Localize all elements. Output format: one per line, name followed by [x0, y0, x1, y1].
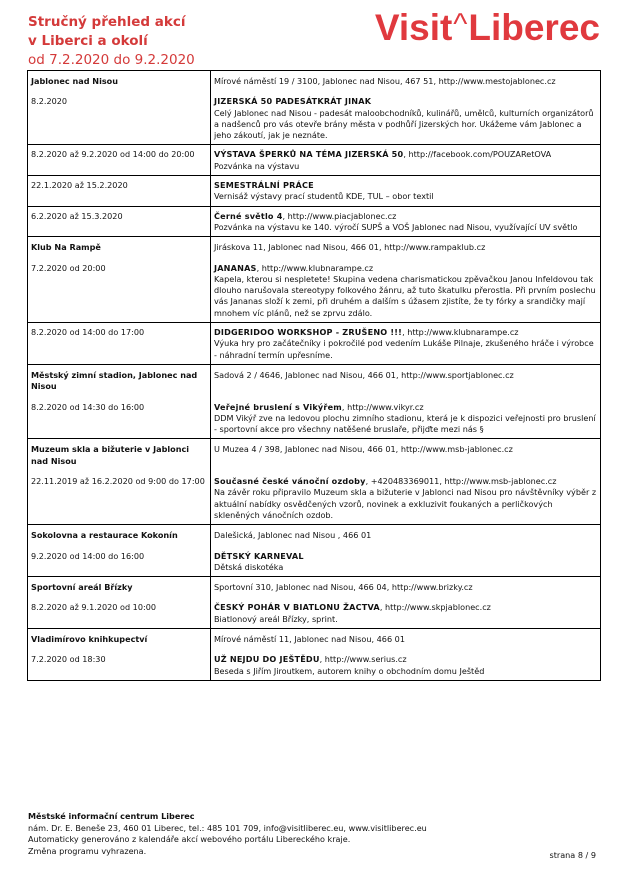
event-title: Současné české vánoční ozdoby	[214, 476, 366, 487]
location-row	[28, 628, 601, 645]
event-date-cell	[28, 87, 211, 145]
event-date-wrap	[31, 467, 207, 490]
event-title: DĚTSKÝ KARNEVAL	[214, 550, 304, 561]
event-date: 8.2.2020 až 9.1.2020 od 10:00	[31, 602, 156, 613]
event-contact: , http://www.skpjablonec.cz	[379, 602, 491, 613]
event-detail-cell	[211, 206, 601, 237]
events-table	[27, 70, 601, 681]
footer-change-note: Změna programu vyhrazena.	[28, 845, 147, 856]
location-address: Sadová 2 / 4646, Jablonec nad Nisou, 466 01, http://www.sportjablonec.cz	[214, 369, 514, 380]
location-name-cell	[28, 439, 211, 467]
location-address-cell	[211, 628, 601, 645]
event-title: DIDGERIDOO WORKSHOP - ZRUŠENO !!!	[214, 327, 403, 338]
event-title: UŽ NEJDU DO JEŠTĚDU	[214, 654, 320, 665]
event-date-wrap	[31, 254, 207, 277]
event-description: Beseda s Jiřím Jiroutkem, autorem knihy o obchodním domu Ještěd	[214, 665, 485, 676]
event-description: Celý Jablonec nad Nisou - padesát maloobchodníků, kulinářů, umělců, kulturních organizátorů a nadšenců pro vás otevře brány města v podhůří Jizerských hor. Ukážeme vám Jablonec a jeho zákoutí, jak je neznáte.	[214, 107, 594, 141]
event-date-cell	[28, 467, 211, 525]
event-row	[28, 323, 601, 365]
footer	[28, 811, 427, 857]
event-date-wrap	[31, 176, 207, 194]
event-contact: , +420483369011, http://www.msb-jablonec.cz	[365, 476, 557, 487]
location-name: Klub Na Rampě	[31, 242, 101, 253]
event-detail-wrap	[214, 145, 597, 175]
location-address: Mírové náměstí 19 / 3100, Jablonec nad Nisou, 467 51, http://www.mestojablonec.cz	[214, 76, 556, 86]
event-row	[28, 145, 601, 176]
location-address: U Muzea 4 / 398, Jablonec nad Nisou, 466 01, http://www.msb-jablonec.cz	[214, 444, 513, 455]
event-detail-cell	[211, 323, 601, 365]
event-title: ČESKÝ POHÁR V BIATLONU ŽACTVA	[214, 602, 380, 613]
location-row	[28, 525, 601, 542]
location-name-cell	[28, 628, 211, 645]
event-detail-cell	[211, 645, 601, 680]
event-detail-wrap	[214, 542, 597, 577]
event-description: Dětská diskotéka	[214, 561, 284, 572]
location-row	[28, 577, 601, 594]
event-detail-cell	[211, 393, 601, 439]
event-description: Pozvánka na výstavu	[214, 160, 300, 171]
event-date: 8.2.2020 od 14:00 do 17:00	[31, 327, 145, 338]
location-address: Jiráskova 11, Jablonec nad Nisou, 466 01, http://www.rampaklub.cz	[214, 242, 486, 253]
event-description: DDM Vikýř zve na ledovou plochu zimního stadionu, která je k dispozici veřejnosti pro bruslení - sportovní akce pro všechny natěšené bruslaře, přijďte mezi nás §	[214, 412, 596, 435]
event-detail-wrap	[214, 467, 597, 524]
event-date-wrap	[31, 593, 207, 616]
event-title: VÝSTAVA ŠPERKŮ NA TÉMA JIZERSKÁ 50	[214, 149, 404, 160]
event-date-cell	[28, 254, 211, 323]
event-date-cell	[28, 393, 211, 439]
event-date-cell	[28, 145, 211, 176]
logo-text-liberec: Liberec	[468, 7, 600, 48]
event-contact: , http://facebook.com/POUZARetOVA	[403, 149, 552, 160]
location-name-cell	[28, 71, 211, 88]
location-name-cell	[28, 525, 211, 542]
event-date: 6.2.2020 až 15.3.2020	[31, 210, 123, 221]
event-description: Kapela, kterou si nespletete! Skupina vedena charismatickou zpěvačkou Janou Infeldovou tak dlouho narušovala stereotypy folkového žánru, až tuto škatulku přerostla. Při prvním poslechu vás Jananas složí k zemi, při druhém a dalším s úžasem zjistíte, že ty fórky a srandičky mají mnohem víc plánů, než se zprvu zdálo.	[214, 273, 596, 318]
logo-text-visit: Visit	[374, 7, 453, 48]
event-contact: , http://www.piacjablonec.cz	[282, 210, 397, 221]
event-contact: , http://www.vikyr.cz	[341, 401, 424, 412]
event-date-cell	[28, 206, 211, 237]
event-description: Na závěr roku připravilo Muzeum skla a bižuterie v Jablonci nad Nisou pro návštěvníky výběr z aktuální nabídky osvědčených vzorů, novinek a exkluzivit foukaných a perličkových skleněných vánočních ozdob.	[214, 487, 597, 520]
logo-caret-icon: ^	[453, 8, 468, 41]
location-address-cell	[211, 71, 601, 88]
event-detail-cell	[211, 145, 601, 176]
event-title: SEMESTRÁLNÍ PRÁCE	[214, 180, 314, 191]
location-name: Vladimírovo knihkupectví	[31, 633, 148, 644]
event-date-cell	[28, 645, 211, 680]
location-name-cell	[28, 577, 211, 594]
event-description: Biatlonový areál Břízky, sprint.	[214, 613, 338, 624]
event-contact: , http://www.klubnarampe.cz	[402, 327, 519, 338]
event-date: 22.1.2020 až 15.2.2020	[31, 180, 128, 191]
event-detail-wrap	[214, 254, 597, 322]
event-date: 8.2.2020 až 9.2.2020 od 14:00 do 20:00	[31, 149, 195, 160]
event-detail-wrap	[214, 176, 597, 206]
event-title: JANANAS	[214, 262, 257, 273]
event-detail-cell	[211, 87, 601, 145]
location-address-cell	[211, 577, 601, 594]
location-name-cell	[28, 237, 211, 254]
event-date-wrap	[31, 645, 207, 668]
event-contact: , http://www.serius.cz	[319, 654, 407, 665]
location-name-cell	[28, 364, 211, 392]
event-row	[28, 254, 601, 323]
event-detail-cell	[211, 176, 601, 207]
title-line-1: Stručný přehled akcí	[28, 14, 186, 30]
event-date: 22.11.2019 až 16.2.2020 od 9:00 do 17:00	[31, 476, 205, 487]
event-date: 7.2.2020 od 18:30	[31, 654, 106, 665]
event-description: Výuka hry pro začátečníky i pokročilé pod vedením Lukáše Pilnaje, zkušeného hráče i výrobce - náhradní termín upřesníme.	[214, 338, 594, 360]
event-date-cell	[28, 542, 211, 577]
event-detail-cell	[211, 467, 601, 525]
event-detail-wrap	[214, 323, 597, 364]
location-row	[28, 71, 601, 88]
event-detail-cell	[211, 542, 601, 577]
location-name: Sokolovna a restaurace Kokonín	[31, 530, 178, 541]
event-row	[28, 542, 601, 577]
location-name: Sportovní areál Břízky	[31, 582, 133, 593]
event-title: Černé světlo 4	[214, 210, 283, 221]
location-address: Mírové náměstí 11, Jablonec nad Nisou, 466 01	[214, 633, 405, 644]
location-name: Městský zimní stadion, Jablonec nad Nisou	[31, 369, 198, 392]
event-date-cell	[28, 176, 211, 207]
event-date-wrap	[31, 323, 207, 341]
event-detail-wrap	[214, 645, 597, 680]
event-detail-wrap	[214, 593, 597, 628]
event-row	[28, 645, 601, 680]
page-number: strana 8 / 9	[549, 850, 596, 860]
event-date-wrap	[31, 207, 207, 225]
event-date: 7.2.2020 od 20:00	[31, 262, 106, 273]
event-detail-wrap	[214, 393, 597, 439]
location-name: Jablonec nad Nisou	[31, 76, 118, 86]
location-address: Sportovní 310, Jablonec nad Nisou, 466 04, http://www.brizky.cz	[214, 582, 473, 593]
event-detail-wrap	[214, 87, 597, 144]
event-detail-wrap	[214, 207, 597, 237]
footer-address: nám. Dr. E. Beneše 23, 460 01 Liberec, tel.: 485 101 709, info@visitliberec.eu, www.visitliberec.eu	[28, 822, 427, 833]
event-date-cell	[28, 323, 211, 365]
event-date-wrap	[31, 145, 207, 163]
event-date: 8.2.2020	[31, 96, 68, 107]
location-address-cell	[211, 364, 601, 392]
event-row	[28, 206, 601, 237]
event-date-wrap	[31, 542, 207, 565]
location-name: Muzeum skla a bižuterie v Jablonci nad Nisou	[31, 444, 190, 466]
date-range: od 7.2.2020 do 9.2.2020	[28, 52, 195, 68]
title-line-2: v Liberci a okolí	[28, 33, 148, 49]
event-description: Pozvánka na výstavu ke 140. výročí SUPŠ a VOŠ Jablonec nad Nisou, využívající UV světlo	[214, 221, 578, 232]
location-row	[28, 237, 601, 254]
location-row	[28, 439, 601, 467]
report-title	[28, 13, 195, 70]
event-detail-cell	[211, 254, 601, 323]
event-row	[28, 593, 601, 628]
location-address-cell	[211, 439, 601, 467]
event-date-wrap	[31, 87, 207, 110]
event-date: 9.2.2020 od 14:00 do 16:00	[31, 550, 145, 561]
event-row	[28, 87, 601, 145]
location-address-cell	[211, 525, 601, 542]
event-date-wrap	[31, 393, 207, 416]
event-contact: , http://www.klubnarampe.cz	[256, 262, 374, 273]
event-title: JIZERSKÁ 50 PADESÁTKRÁT JINAK	[214, 96, 372, 107]
location-address: Dalešická, Jablonec nad Nisou , 466 01	[214, 530, 372, 541]
visit-liberec-logo	[375, 6, 600, 53]
event-date: 8.2.2020 od 14:30 do 16:00	[31, 401, 145, 412]
location-row	[28, 364, 601, 392]
event-row	[28, 467, 601, 525]
event-row	[28, 176, 601, 207]
footer-auto-note: Automaticky generováno z kalendáře akcí webového portálu Libereckého kraje.	[28, 834, 351, 845]
event-detail-cell	[211, 593, 601, 628]
footer-organization: Městské informační centrum Liberec	[28, 811, 195, 821]
event-title: Veřejné bruslení s Vikýřem	[214, 401, 342, 412]
event-row	[28, 393, 601, 439]
event-date-cell	[28, 593, 211, 628]
location-address-cell	[211, 237, 601, 254]
event-description: Vernisáž výstavy prací studentů KDE, TUL – obor textil	[214, 191, 434, 202]
